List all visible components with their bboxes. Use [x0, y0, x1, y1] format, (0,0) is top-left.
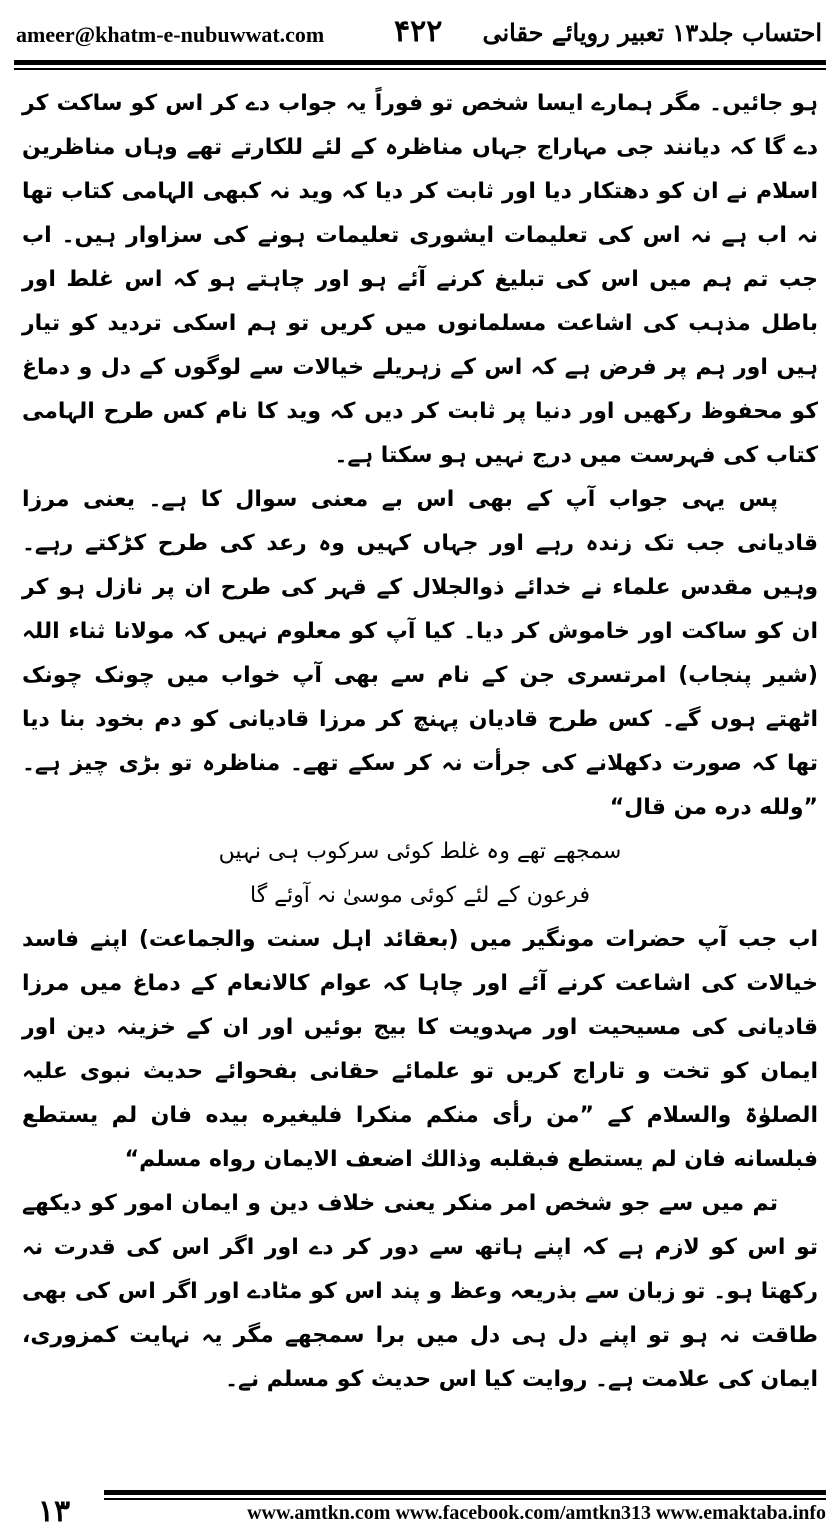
page-header [14, 8, 826, 62]
poem-line-2: فرعون کے لئے کوئی موسیٰ نہ آوئے گا [249, 883, 590, 908]
page-footer [14, 1490, 826, 1534]
header-title: احتساب جلد۱۳ تعبیر رویائے حقانی [482, 18, 822, 47]
header-email: ameer@khatm-e-nubuwwat.com [16, 22, 325, 47]
poem-line-1: سمجھے تھے وہ غلط کوئی سرکوب ہی نہیں [218, 839, 622, 864]
header-rule-thin [14, 68, 826, 70]
footer-rule-thin [104, 1498, 826, 1500]
footer-rule-thick [104, 1490, 826, 1495]
page-body [22, 82, 818, 1402]
paragraph-2: پس یہی جواب آپ کے بھی اس بے معنی سوال کا ہے۔ یعنی مرزا قادیانی جب تک زندہ رہے اور جہاں کہیں وہ رعد کی طرح کڑکتے رہے۔ وہیں مقدس علماء نے خدائے ذوالجلال کے قہر کی طرح ان پر نازل ہو کر ان کو ساکت اور خاموش کر دیا۔ کیا آپ کو معلوم نہیں کہ مولانا ثناء اللہ (شیر پنجاب) امرتسری جن کے نام سے بھی آپ خواب میں چونک چونک اٹھتے ہوں گے۔ کس طرح قادیان پہنچ کر مرزا قادیانی کو دم بخود بنا دیا تھا کہ صورت دکھلانے کی جرأت نہ کر سکے تھے۔ مناظرہ تو بڑی چیز ہے۔ ”ولله دره من قال“ [22, 487, 818, 820]
header-page-number: ۴۲۲ [394, 14, 443, 49]
footer-links: www.amtkn.com www.facebook.com/amtkn313 www.emaktaba.info [247, 1502, 826, 1524]
paragraph-1: ہو جائیں۔ مگر ہمارے ایسا شخص تو فوراً یہ جواب دے کر اس کو ساکت کر دے گا کہ دیانند جی مہاراج جہاں مناظرہ کے لئے للکارتے تھے وہاں مناظرین اسلام نے ان کو دھتکار دیا اور ثابت کر دیا کہ وید نہ کبھی الہامی کتاب تھا نہ اب ہے نہ اس کی تعلیمات ایشوری تعلیمات ہونے کی سزاوار ہیں۔ اب جب تم ہم میں اس کی تبلیغ کرنے آئے ہو اور چاہتے ہو کہ اس غلط اور باطل مذہب کی اشاعت مسلمانوں میں کریں تو ہم اسکی تردید کو تیار ہیں اور ہم پر فرض ہے کہ اس کے زہریلے خیالات سے لوگوں کے دل و دماغ کو محفوظ رکھیں اور دنیا پر ثابت کر دیں کہ وید کا نام کس طرح الہامی کتاب کی فہرست میں درج نہیں ہو سکتا ہے۔ [22, 91, 818, 468]
header-rule-thick [14, 60, 826, 65]
paragraph-4: تم میں سے جو شخص امر منکر یعنی خلاف دین و ایمان امور کو دیکھے تو اس کو لازم ہے کہ اپنے ہاتھ سے دور کر دے اور اگر اس کی قدرت نہ رکھتا ہو۔ تو زبان سے بذریعہ وعظ و پند اس کو مٹادے اور اگر اس کی بھی طاقت نہ ہو تو اپنے دل ہی دل میں برا سمجھے مگر یہ نہایت کمزوری، ایمان کی علامت ہے۔ روایت کیا اس حدیث کو مسلم نے۔ [22, 1191, 818, 1392]
footer-page-number: ۱۳ [37, 1494, 71, 1529]
paragraph-3: اب جب آپ حضرات مونگیر میں (بعقائد اہل سنت والجماعت) اپنے فاسد خیالات کی اشاعت کرنے آئے اور چاہا کہ عوام کالانعام کے دماغ میں مرزا قادیانی کی مسیحیت اور مہدویت کا بیج بوئیں اور ان کے خزینہ دین اور ایمان کو تخت و تاراج کریں تو علمائے حقانی بفحوائے حدیث نبوی علیہ الصلوٰۃ والسلام کے ”من رأى منكم منكرا فليغيره بيده فان لم يستطع فبلسانه فان لم يستطع فبقلبه وذالك اضعف الايمان رواه مسلم“ [22, 927, 818, 1172]
